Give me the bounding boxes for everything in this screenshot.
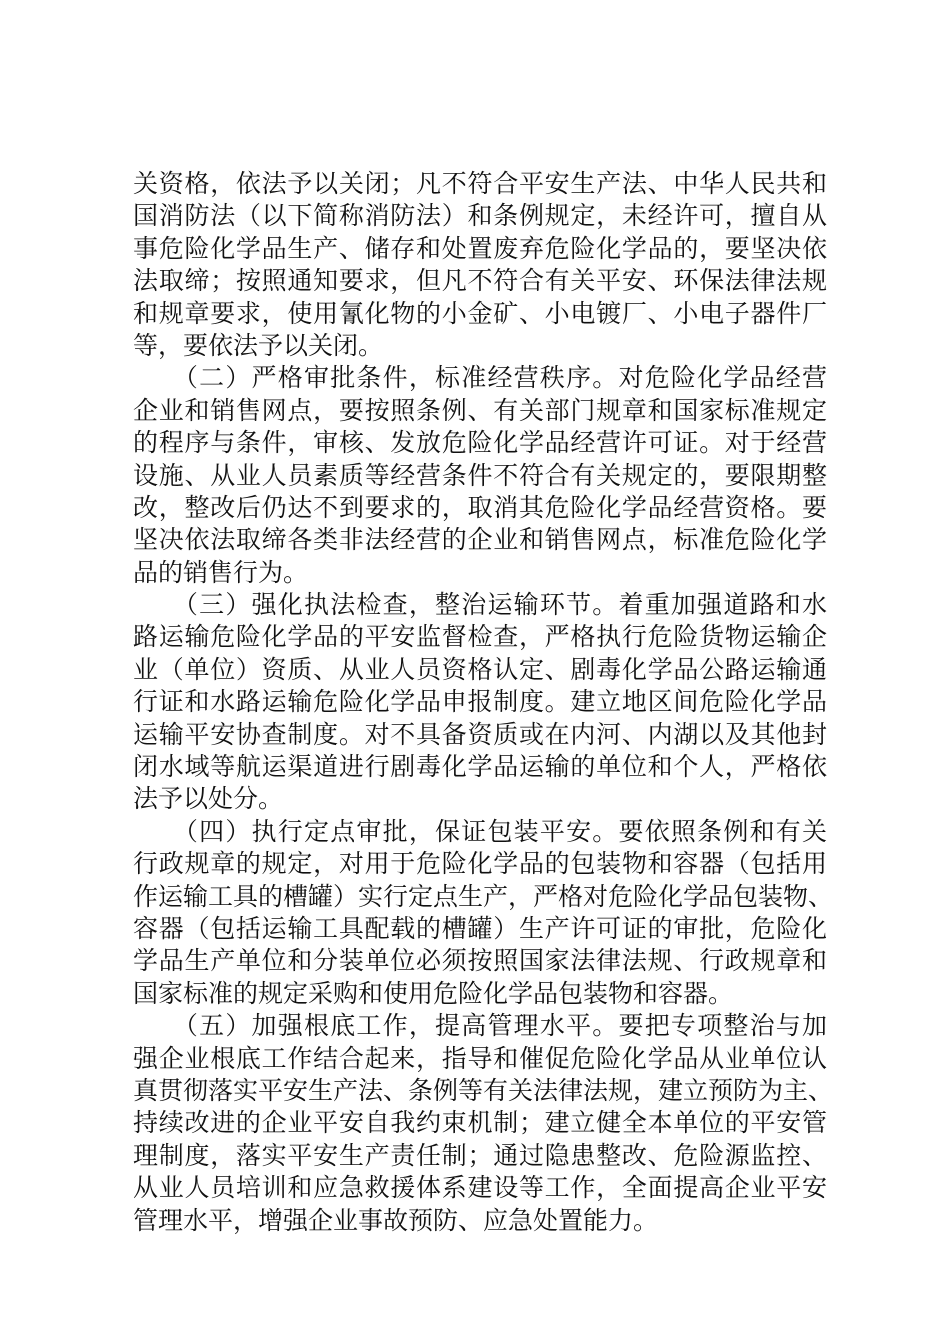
paragraph-2 — [133, 362, 827, 589]
text-line: （二）严格审批条件，标准经营秩序。对危险化学品经营 — [133, 363, 827, 393]
text-line: 行政规章的规定，对用于危险化学品的包装物和容器（包括用 — [133, 849, 827, 879]
text-line: 坚决依法取缔各类非法经营的企业和销售网点，标准危险化学 — [133, 525, 827, 555]
text-line: （四）执行定点审批，保证包装平安。要依照条例和有关 — [133, 816, 827, 846]
paragraph-5 — [133, 1010, 834, 1237]
text-line: 从业人员培训和应急救援体系建设等工作，全面提高企业平安 — [133, 1173, 827, 1203]
text-line: 强企业根底工作结合起来，指导和催促危险化学品从业单位认 — [133, 1043, 827, 1073]
text-line: 持续改进的企业平安自我约束机制；建立健全本单位的平安管 — [133, 1108, 827, 1138]
text-line: 法予以处分。 — [133, 784, 284, 814]
text-line: 真贯彻落实平安生产法、条例等有关法律法规，建立预防为主、 — [133, 1075, 834, 1105]
text-line: 行证和水路运输危险化学品申报制度。建立地区间危险化学品 — [133, 687, 827, 717]
paragraph-3 — [133, 589, 827, 816]
text-line: 运输平安协查制度。对不具备资质或在内河、内湖以及其他封 — [133, 719, 827, 749]
document-body — [133, 168, 834, 1237]
text-line: 法取缔；按照通知要求，但凡不符合有关平安、环保法律法规 — [133, 266, 827, 296]
paragraph-4 — [133, 816, 834, 1010]
text-line: 国消防法（以下简称消防法）和条例规定，未经许可，擅自从 — [133, 201, 827, 231]
text-line: 品的销售行为。 — [133, 557, 309, 587]
text-line: 设施、从业人员素质等经营条件不符合有关规定的，要限期整 — [133, 460, 827, 490]
text-line: 等，要依法予以关闭。 — [133, 330, 384, 360]
text-line: 企业和销售网点，要按照条例、有关部门规章和国家标准规定 — [133, 395, 827, 425]
text-line: 管理水平，增强企业事故预防、应急处置能力。 — [133, 1205, 659, 1235]
text-line: 路运输危险化学品的平安监督检查，严格执行危险货物运输企 — [133, 622, 827, 652]
text-line: 闭水域等航运渠道进行剧毒化学品运输的单位和个人，严格依 — [133, 752, 827, 782]
text-line: 和规章要求，使用氰化物的小金矿、小电镀厂、小电子器件厂 — [133, 298, 827, 328]
text-line: 国家标准的规定采购和使用危险化学品包装物和容器。 — [133, 978, 734, 1008]
text-line: 业（单位）资质、从业人员资格认定、剧毒化学品公路运输通 — [133, 654, 827, 684]
text-line: 学品生产单位和分装单位必须按照国家法律法规、行政规章和 — [133, 946, 827, 976]
text-line: 关资格，依法予以关闭；凡不符合平安生产法、中华人民共和 — [133, 169, 827, 198]
text-line: 的程序与条件，审核、发放危险化学品经营许可证。对于经营 — [133, 428, 827, 458]
text-line: 容器（包括运输工具配载的槽罐）生产许可证的审批，危险化 — [133, 913, 827, 943]
text-line: （三）强化执法检查，整治运输环节。着重加强道路和水 — [133, 590, 827, 620]
text-line: 理制度，落实平安生产责任制；通过隐患整改、危险源监控、 — [133, 1140, 827, 1170]
text-line: （五）加强根底工作，提高管理水平。要把专项整治与加 — [133, 1011, 827, 1041]
text-line: 事危险化学品生产、储存和处置废弃危险化学品的，要坚决依 — [133, 233, 827, 263]
text-line: 作运输工具的槽罐）实行定点生产，严格对危险化学品包装物、 — [133, 881, 834, 911]
paragraph-1 — [133, 168, 827, 362]
text-line: 改，整改后仍达不到要求的，取消其危险化学品经营资格。要 — [133, 492, 827, 522]
